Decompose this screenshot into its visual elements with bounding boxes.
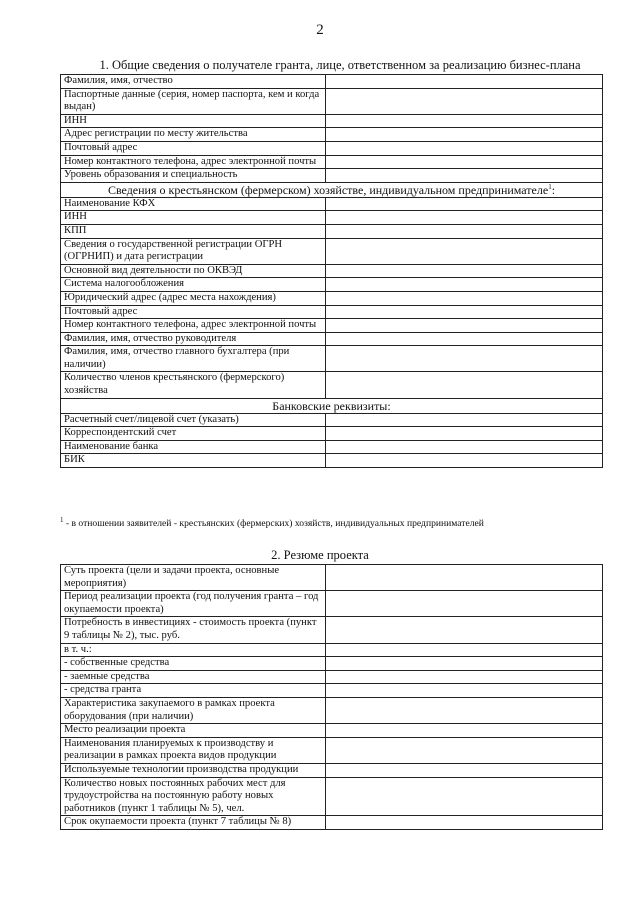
field-value-cell[interactable]: [326, 224, 603, 238]
field-label: Номер контактного телефона, адрес электронной почты: [61, 319, 326, 333]
field-value-cell[interactable]: [326, 454, 603, 468]
bank-details-heading-text: Банковские реквизиты:: [272, 398, 391, 413]
field-value-cell[interactable]: [326, 278, 603, 292]
farm-row: [61, 211, 603, 225]
field-value-cell[interactable]: [326, 684, 603, 698]
project-summary-table: [60, 564, 603, 830]
field-label: Корреспондентский счет: [61, 427, 326, 441]
field-value-cell[interactable]: [326, 169, 603, 183]
field-value-cell[interactable]: [326, 305, 603, 319]
field-label: Характеристика закупаемого в рамках проекта оборудования (при наличии): [61, 697, 326, 723]
farm-row: [61, 346, 603, 372]
recipient-row: [61, 88, 603, 114]
field-label: Наименование КФХ: [61, 197, 326, 211]
summary-row: [61, 684, 603, 698]
field-value-cell[interactable]: [326, 114, 603, 128]
recipient-row: [61, 75, 603, 89]
field-label: в т. ч.:: [61, 643, 326, 657]
field-value-cell[interactable]: [326, 427, 603, 441]
farm-row: [61, 238, 603, 264]
field-label: Используемые технологии производства продукции: [61, 763, 326, 777]
field-label: Наименования планируемых к производству и реализации в рамках проекта видов продукции: [61, 737, 326, 763]
field-value-cell[interactable]: [326, 440, 603, 454]
footnote-marker: 1: [60, 515, 64, 524]
field-value-cell[interactable]: [326, 291, 603, 305]
field-value-cell[interactable]: [326, 617, 603, 643]
field-value-cell[interactable]: [326, 88, 603, 114]
field-label: Фамилия, имя, отчество: [61, 75, 326, 89]
summary-row: [61, 724, 603, 738]
bank-row: [61, 427, 603, 441]
farm-info-heading-text: Сведения о крестьянском (фермерском) хозяйстве, индивидуальном предпринимателе: [107, 182, 549, 197]
field-value-cell[interactable]: [326, 777, 603, 816]
footnote-text: - в отношении заявителей - крестьянских (фермерских) хозяйств, индивидуальных предпринимателей: [63, 518, 484, 529]
field-label: Фамилия, имя, отчество руководителя: [61, 332, 326, 346]
farm-row: [61, 372, 603, 398]
field-value-cell[interactable]: [326, 657, 603, 671]
field-label: ИНН: [61, 114, 326, 128]
field-label: Юридический адрес (адрес места нахождения): [61, 291, 326, 305]
summary-row: [61, 670, 603, 684]
summary-row: [61, 737, 603, 763]
field-value-cell[interactable]: [326, 737, 603, 763]
field-label: Номер контактного телефона, адрес электронной почты: [61, 155, 326, 169]
field-label: - средства гранта: [61, 684, 326, 698]
field-label: Основной вид деятельности по ОКВЭД: [61, 264, 326, 278]
field-label: Система налогообложения: [61, 278, 326, 292]
footnote-marker: 1: [548, 182, 552, 191]
summary-row: [61, 617, 603, 643]
field-label: Фамилия, имя, отчество главного бухгалтера (при наличии): [61, 346, 326, 372]
farm-row: [61, 197, 603, 211]
field-value-cell[interactable]: [326, 264, 603, 278]
field-label: Потребность в инвестициях - стоимость проекта (пункт 9 таблицы № 2), тыс. руб.: [61, 617, 326, 643]
field-value-cell[interactable]: [326, 238, 603, 264]
summary-row: [61, 777, 603, 816]
farm-row: [61, 332, 603, 346]
field-value-cell[interactable]: [326, 75, 603, 89]
farm-row: [61, 278, 603, 292]
summary-row: [61, 657, 603, 671]
field-value-cell[interactable]: [326, 332, 603, 346]
field-label: Количество членов крестьянского (фермерского) хозяйства: [61, 372, 326, 398]
summary-row: [61, 816, 603, 830]
farm-row: [61, 291, 603, 305]
field-value-cell[interactable]: [326, 372, 603, 398]
field-label: Период реализации проекта (год получения гранта – год окупаемости проекта): [61, 591, 326, 617]
field-label: - собственные средства: [61, 657, 326, 671]
summary-row: [61, 591, 603, 617]
field-value-cell[interactable]: [326, 319, 603, 333]
field-label: Количество новых постоянных рабочих мест для трудоустройства на постоянную работу новых работников (пункт 1 таблицы № 5), чел.: [61, 777, 326, 816]
section1-heading: 1. Общие сведения о получателе гранта, лице, ответственном за реализацию бизнес-плана: [99, 58, 581, 72]
summary-row: [61, 565, 603, 591]
field-value-cell[interactable]: [326, 346, 603, 372]
field-label: Адрес регистрации по месту жительства: [61, 128, 326, 142]
field-value-cell[interactable]: [326, 670, 603, 684]
field-value-cell[interactable]: [326, 413, 603, 427]
field-label: Уровень образования и специальность: [61, 169, 326, 183]
recipient-row: [61, 128, 603, 142]
summary-row: [61, 763, 603, 777]
bank-row: [61, 454, 603, 468]
farm-row: [61, 319, 603, 333]
section2-heading: 2. Резюме проекта: [271, 548, 369, 562]
page-number: 2: [316, 22, 324, 38]
field-label: - заемные средства: [61, 670, 326, 684]
field-value-cell[interactable]: [326, 155, 603, 169]
field-value-cell[interactable]: [326, 591, 603, 617]
farm-row: [61, 224, 603, 238]
recipient-row: [61, 169, 603, 183]
bank-row: [61, 440, 603, 454]
field-value-cell[interactable]: [326, 128, 603, 142]
field-label: Почтовый адрес: [61, 305, 326, 319]
farm-info-heading: Сведения о крестьянском (фермерском) хозяйстве, индивидуальном предпринимателе$^1$:: [61, 182, 603, 197]
footnote: [60, 515, 484, 529]
field-label: БИК: [61, 454, 326, 468]
recipient-row: [61, 114, 603, 128]
bank-row: [61, 413, 603, 427]
field-label: Наименование банка: [61, 440, 326, 454]
field-value-cell[interactable]: [326, 211, 603, 225]
field-value-cell[interactable]: [326, 763, 603, 777]
recipient-info-table: [60, 74, 603, 468]
field-value-cell[interactable]: [326, 724, 603, 738]
field-label: КПП: [61, 224, 326, 238]
farm-row: [61, 264, 603, 278]
summary-row: [61, 643, 603, 657]
field-label: Суть проекта (цели и задачи проекта, основные мероприятия): [61, 565, 326, 591]
field-value-cell[interactable]: [326, 565, 603, 591]
bank-details-heading: [61, 398, 603, 413]
field-label: Почтовый адрес: [61, 141, 326, 155]
field-label: Паспортные данные (серия, номер паспорта, кем и когда выдан): [61, 88, 326, 114]
summary-row: [61, 697, 603, 723]
recipient-row: [61, 141, 603, 155]
recipient-row: [61, 155, 603, 169]
field-value-cell[interactable]: [326, 197, 603, 211]
field-value-cell[interactable]: [326, 643, 603, 657]
field-label: Сведения о государственной регистрации ОГРН (ОГРНИП) и дата регистрации: [61, 238, 326, 264]
farm-row: [61, 305, 603, 319]
field-label: ИНН: [61, 211, 326, 225]
field-value-cell[interactable]: [326, 697, 603, 723]
field-value-cell[interactable]: [326, 816, 603, 830]
field-label: Срок окупаемости проекта (пункт 7 таблицы № 8): [61, 816, 326, 830]
field-value-cell[interactable]: [326, 141, 603, 155]
field-label: Место реализации проекта: [61, 724, 326, 738]
field-label: Расчетный счет/лицевой счет (указать): [61, 413, 326, 427]
